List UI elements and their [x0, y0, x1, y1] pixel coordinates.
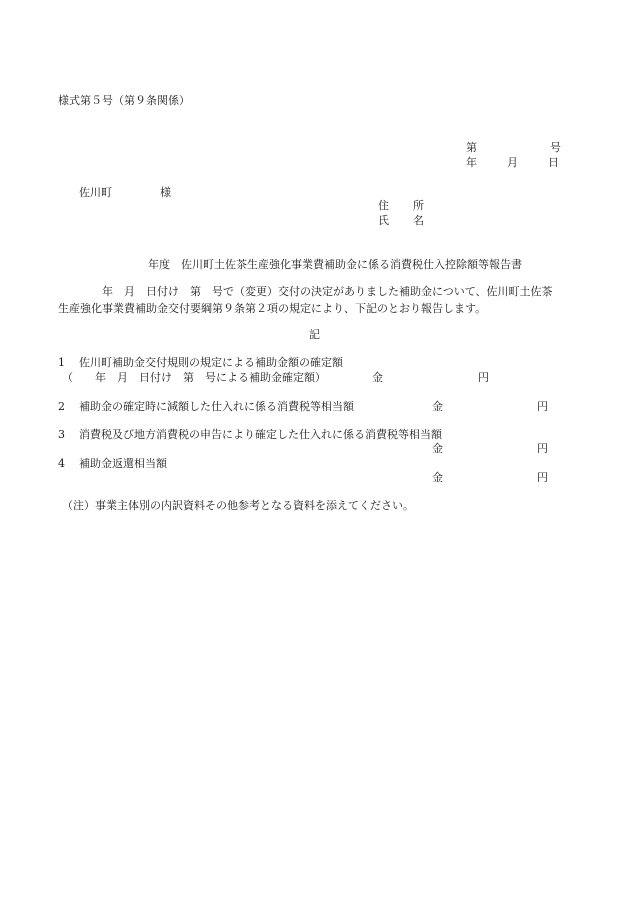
item-1-sub: （ 年 月 日付け 第 号による補助金確定額）: [62, 371, 326, 384]
body-line-2: 生産強化事業費補助金交付要綱第９条第２項の規定により、下記のとおり報告します。: [58, 302, 487, 315]
date-month: 月: [507, 156, 518, 169]
item-1-kin: 金: [372, 371, 383, 384]
item-4-kin: 金: [432, 471, 443, 484]
name-label-char-2: 名: [413, 214, 424, 227]
address-label-char-1: 住: [378, 199, 389, 212]
item-3-text: 消費税及び地方消費税の申告により確定した仕入れに係る消費税等相当額: [79, 428, 442, 441]
form-number-label: 様式第５号（第９条関係）: [58, 94, 190, 107]
item-2-en: 円: [537, 400, 548, 413]
document-title: 年度 佐川町土佐茶生産強化事業費補助金に係る消費税仕入控除額等報告書: [148, 258, 522, 271]
item-4-text: 補助金返還相当額: [79, 457, 167, 470]
address-label-char-2: 所: [413, 199, 424, 212]
item-1-text: 佐川町補助金交付規則の規定による補助金額の確定額: [79, 356, 343, 369]
date-day: 日: [548, 156, 559, 169]
name-label-char-1: 氏: [378, 214, 389, 227]
item-3-number: 3: [58, 428, 65, 441]
item-3-kin: 金: [432, 442, 443, 455]
note: （注）事業主体別の内訳資料その他参考となる資料を添えてください。: [62, 499, 414, 512]
item-2-text: 補助金の確定時に減額した仕入れに係る消費税等相当額: [79, 400, 354, 413]
addressee-honorific: 様: [160, 186, 171, 199]
ki-heading: 記: [309, 328, 320, 341]
item-4-number: 4: [58, 457, 65, 470]
item-2-kin: 金: [432, 400, 443, 413]
reference-go: 号: [550, 141, 561, 154]
reference-dai: 第: [466, 141, 477, 154]
date-year: 年: [466, 156, 477, 169]
item-3-en: 円: [537, 442, 548, 455]
body-line-1: 年 月 日付け 第 号で（変更）交付の決定がありました補助金について、佐川町土佐茶: [102, 285, 553, 298]
item-1-en: 円: [478, 371, 489, 384]
body-paragraph: [58, 283, 578, 317]
item-4-en: 円: [537, 471, 548, 484]
item-2-number: 2: [58, 400, 65, 413]
addressee-town: 佐川町: [79, 186, 112, 199]
item-1-number: 1: [58, 356, 65, 369]
